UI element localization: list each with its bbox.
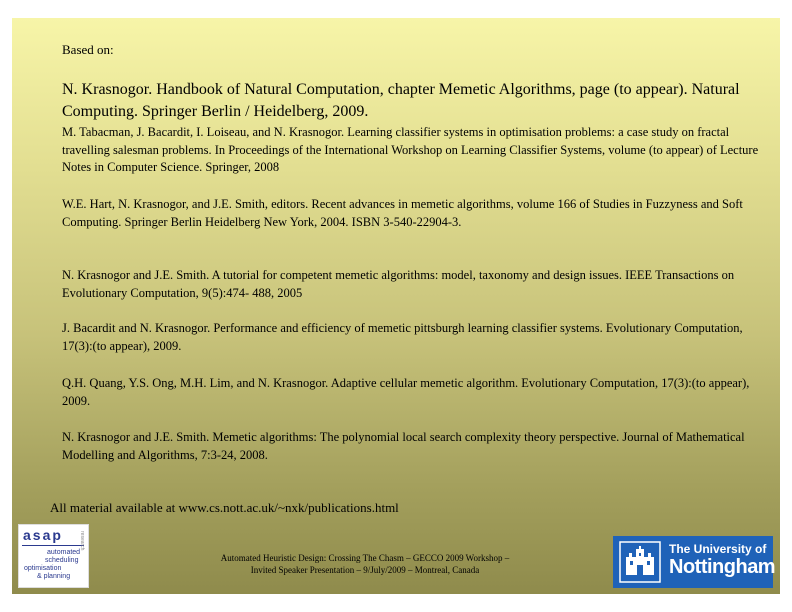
- asap-logo: [18, 524, 89, 588]
- reference-item: N. Krasnogor and J.E. Smith. A tutorial for competent memetic algorithms: model, taxonomy and design issues. IEEE Transactions on Evolutionary Computation, 9(5):474- 488, 2005: [62, 268, 735, 300]
- asap-logo-side-text: research: [79, 531, 85, 551]
- footer-line-2: Invited Speaker Presentation – 9/July/2009 – Montreal, Canada: [250, 565, 480, 575]
- university-logo-line-1: The University of: [669, 542, 767, 556]
- material-link-text: All material available at www.cs.nott.ac.uk/~nxk/publications.html: [50, 500, 399, 515]
- reference-item: N. Krasnogor and J.E. Smith. Memetic algorithms: The polynomial local search complexity theory perspective. Journal of Mathematical Modelling and Algorithms, 7:3-24, 2008.: [62, 430, 745, 462]
- asap-logo-line-4: & planning: [37, 573, 71, 580]
- reference-item: Q.H. Quang, Y.S. Ong, M.H. Lim, and N. Krasnogor. Adaptive cellular memetic algorithm. Evolutionary Computation, 17(3):(to appear), 2009.: [62, 376, 750, 408]
- reference-item: W.E. Hart, N. Krasnogor, and J.E. Smith, editors. Recent advances in memetic algorithms, volume 166 of Studies in Fuzzyness and Soft Computing. Springer Berlin Heidelberg New York, 2004. ISBN 3-540-22904-3.: [62, 197, 743, 229]
- asap-logo-line-1: automated: [47, 549, 81, 556]
- asap-logo-title: asap: [23, 527, 63, 543]
- university-logo-line-2: Nottingham: [669, 556, 776, 578]
- main-reference: N. Krasnogor. Handbook of Natural Computation, chapter Memetic Algorithms, page (to appear). Natural Computing. Springer Berlin / Heidelberg, 2009.: [62, 81, 740, 120]
- university-of-nottingham-logo: [613, 536, 776, 588]
- reference-item: M. Tabacman, J. Bacardit, I. Loiseau, and N. Krasnogor. Learning classifier systems in optimisation problems: a case study on fractal travelling salesman problems. In Proceedings of the International Workshop on Learning Classifier Systems, volume (to appear) of Lecture Notes in Computer Science. Springer, 2008: [62, 125, 759, 174]
- asap-logo-line-3: optimisation: [24, 565, 62, 572]
- reference-item: J. Bacardit and N. Krasnogor. Performance and efficiency of memetic pittsburgh learning classifier systems. Evolutionary Computation, 17(3):(to appear), 2009.: [62, 321, 743, 353]
- asap-logo-line-2: scheduling: [45, 557, 79, 564]
- footer-line-1: Automated Heuristic Design: Crossing The Chasm – GECCO 2009 Workshop –: [220, 553, 510, 563]
- based-on-label: Based on:: [62, 42, 114, 57]
- castle-crest-icon: [619, 541, 661, 583]
- footer: [160, 552, 570, 576]
- asap-logo-rule: [22, 545, 84, 546]
